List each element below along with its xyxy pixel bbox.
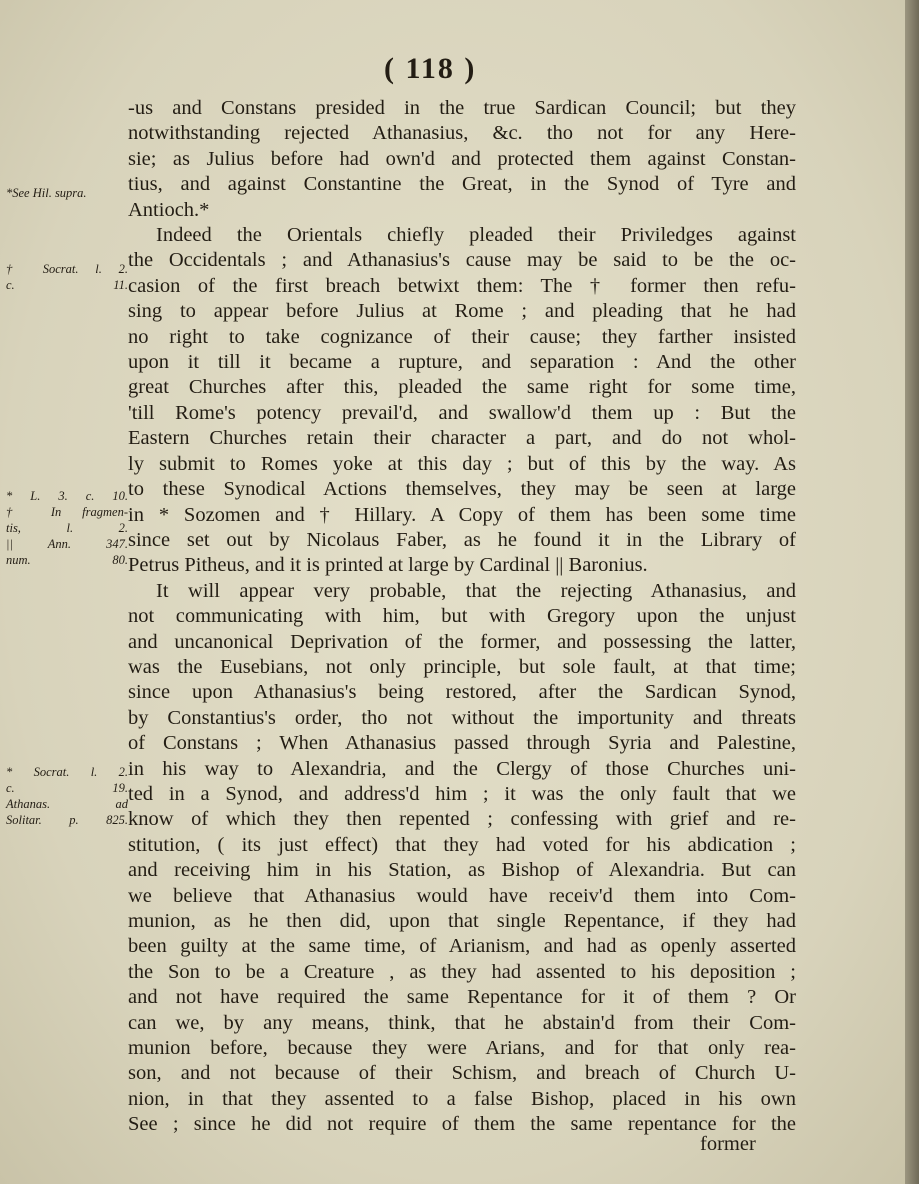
text-line: of Constans ; When Athanasius passed through Syria and Palestine, xyxy=(128,732,796,755)
margin-note-line: Athanas. ad xyxy=(6,797,128,811)
text-line: casion of the first breach betwixt them: The † former then refu- xyxy=(128,274,796,297)
margin-note-line: * L. 3. c. 10. xyxy=(6,489,128,503)
text-line: we believe that Athanasius would have receiv'd them into Com- xyxy=(128,884,796,907)
margin-note-1 xyxy=(6,185,128,201)
text-line: Petrus Pitheus, and it is printed at large by Cardinal || Baronius. xyxy=(128,554,648,577)
text-line: no right to take cognizance of their cause; they farther insisted xyxy=(128,325,796,348)
text-line: and receiving him in his Station, as Bishop of Alexandria. But can xyxy=(128,859,796,882)
text-line: been guilty at the same time, of Arianism, and had as openly asserted xyxy=(128,935,796,958)
text-line: know of which they then repented ; confessing with grief and re- xyxy=(128,808,796,831)
catchword: former xyxy=(700,1133,756,1155)
text-line: since upon Athanasius's being restored, after the Sardican Synod, xyxy=(128,681,796,704)
text-line: stitution, ( its just effect) that they had voted for his abdication ; xyxy=(128,833,796,856)
text-line: Indeed the Orientals chiefly pleaded their Priviledges against xyxy=(156,224,796,247)
text-line: upon it till it became a rupture, and separation : And the other xyxy=(128,351,796,374)
text-line: 'till Rome's potency prevail'd, and swallow'd them up : But the xyxy=(128,401,796,424)
text-line: was the Eusebians, not only principle, but sole fault, at that time; xyxy=(128,655,796,678)
margin-note-line: num. 80. xyxy=(6,553,128,567)
margin-note-2 xyxy=(6,261,128,293)
text-line: See ; since he did not require of them the same repentance for the xyxy=(128,1113,796,1136)
text-line: It will appear very probable, that the rejecting Athanasius, and xyxy=(156,579,796,602)
margin-note-line: c. 19. xyxy=(6,781,128,795)
page-edge xyxy=(905,0,919,1184)
text-line: Antioch.* xyxy=(128,198,210,221)
margin-note-3 xyxy=(6,488,128,568)
margin-note-line: Solitar. p. 825. xyxy=(6,813,128,827)
text-line: ted in a Synod, and address'd him ; it was the only fault that we xyxy=(128,782,796,805)
margin-note-4 xyxy=(6,764,128,828)
text-line: notwithstanding rejected Athanasius, &c. tho not for any Here- xyxy=(128,122,796,145)
text-line: in his way to Alexandria, and the Clergy of those Churches uni- xyxy=(128,757,796,780)
text-line: munion, as he then did, upon that single Repentance, if they had xyxy=(128,910,796,932)
text-line: in * Sozomen and † Hillary. A Copy of them has been some time xyxy=(128,503,796,526)
text-line: sing to appear before Julius at Rome ; and pleading that he had xyxy=(128,300,796,323)
body-text xyxy=(128,96,796,1138)
text-line: not communicating with him, but with Gregory upon the unjust xyxy=(128,605,796,628)
text-line: -us and Constans presided in the true Sardican Council; but they xyxy=(128,97,796,119)
text-line: ly submit to Romes yoke at this day ; but of this by the way. As xyxy=(128,452,796,475)
text-line: and not have required the same Repentance for it of them ? Or xyxy=(128,986,796,1009)
margin-note-line: || Ann. 347. xyxy=(6,537,128,551)
margin-note-line: † Socrat. l. 2. xyxy=(6,262,128,276)
margin-note-line: c. 11. xyxy=(6,278,128,292)
text-line: nion, in that they assented to a false Bishop, placed in his own xyxy=(128,1087,796,1110)
text-line: the Occidentals ; and Athanasius's cause may be said to be the oc- xyxy=(128,249,796,272)
text-line: munion before, because they were Arians, and for that only rea- xyxy=(128,1037,796,1060)
text-line: can we, by any means, think, that he abstain'd from their Com- xyxy=(128,1011,796,1034)
text-line: tius, and against Constantine the Great, in the Synod of Tyre and xyxy=(128,173,796,196)
text-line: son, and not because of their Schism, and breach of Church U- xyxy=(128,1062,796,1085)
text-line: since set out by Nicolaus Faber, as he found it in the Library of xyxy=(128,528,796,551)
text-line: to these Synodical Actions themselves, they may be seen at large xyxy=(128,478,796,501)
margin-note-line: * Socrat. l. 2. xyxy=(6,765,128,779)
text-line: sie; as Julius before had own'd and protected them against Constan- xyxy=(128,147,796,170)
text-line: and uncanonical Deprivation of the former, and possessing the latter, xyxy=(128,630,796,653)
margin-note-line: † In fragmen- xyxy=(6,505,128,519)
text-line: Eastern Churches retain their character a part, and do not whol- xyxy=(128,427,796,450)
margin-note-line: tis, l. 2. xyxy=(6,521,128,535)
text-line: the Son to be a Creature , as they had assented to his deposition ; xyxy=(128,960,796,983)
margin-note-text: *See Hil. supra. xyxy=(6,186,87,200)
page-number: ( 118 ) xyxy=(384,52,477,85)
text-line: great Churches after this, pleaded the same right for some time, xyxy=(128,376,796,399)
text-line: by Constantius's order, tho not without the importunity and threats xyxy=(128,706,796,729)
